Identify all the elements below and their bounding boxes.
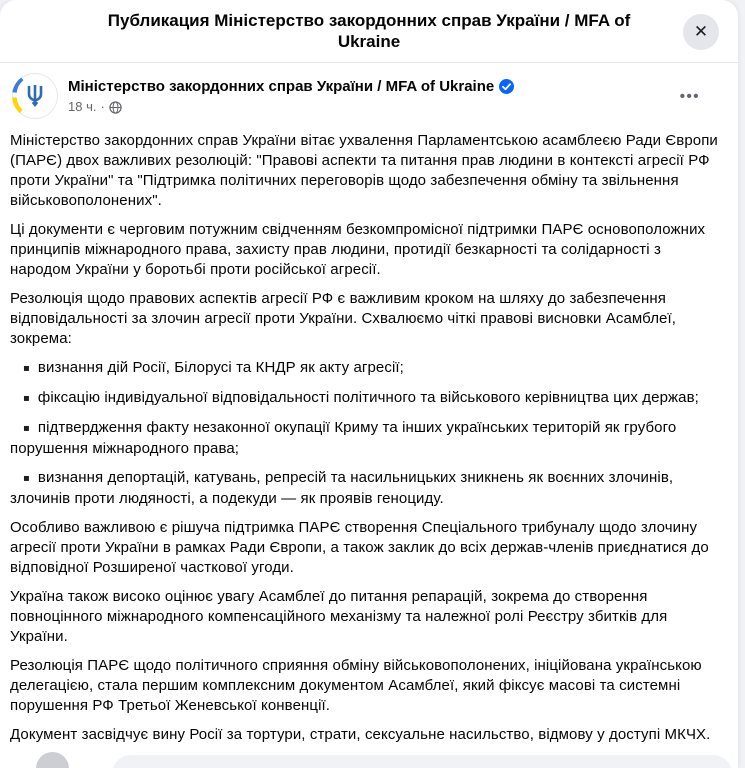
verified-badge-icon [499,79,514,94]
bullet-text: фіксацію індивідуальної відповідальності політичного та військового керівництва цих держав; [37,389,699,406]
dialog-header [0,0,738,63]
page-avatar[interactable] [12,73,58,119]
post-paragraph: Україна також високо оцінює увагу Асамблеї до питання репарацій, зокрема до створення повноцінного міжнародного компенсаційного механізму та належної ролі Реєстру збитків для України. [10,588,668,645]
bullet-text: визнання депортацій, катувань, репресій та насильницьких зникнень як воєнних злочинів, злочинів проти людяності, а подекуди — як проявів геноциду. [10,469,674,507]
globe-privacy-icon [109,101,122,114]
bullet-square-icon: ▪ [23,363,30,374]
commenter-avatar [36,752,69,768]
post-options-button[interactable] [672,82,708,111]
close-button[interactable] [683,14,719,50]
bullet-text: визнання дій Росії, Білорусі та КНДР як акту агресії; [37,359,404,376]
ellipsis-icon: ••• [679,87,700,105]
close-icon: ✕ [693,22,709,42]
post-header [0,63,738,127]
bullet-square-icon: ▪ [23,473,30,484]
dialog-title: Публикация Міністерство закордонних справ України / MFA of Ukraine [107,11,631,51]
post-bullet-item [10,388,724,409]
post-paragraph: Резолюція щодо правових аспектів агресії РФ є важливим кроком на шляху до забезпечення відповідальності за злочин агресії проти України. Схвалюємо чіткі правові висновки Асамблеї, зокрема: [10,290,677,347]
comment-input[interactable] [112,755,732,768]
page-name-link[interactable]: Міністерство закордонних справ України / MFA of Ukraine [68,78,495,95]
comment-composer [0,752,738,768]
post-paragraph: Ці документи є черговим потужним свідченням безкомпромісної підтримки ПАРЄ основоположних принципів міжнародного права, захисту прав людини, протидії безкарності та солідарності з народом України у боротьбі проти російської агресії. [10,221,706,278]
post-header-text [68,77,672,115]
bullet-square-icon: ▪ [23,423,30,434]
post-timestamp[interactable]: 18 ч. [68,99,97,114]
post-bullet-item [10,358,724,379]
post-paragraph: Особливо важливою є рішуча підтримка ПАРЄ створення Спеціального трибуналу щодо злочину агресії проти України в рамках Ради Європи, а також заклик до всіх держав-членів приєднатися до відповідної Розширеної часткової угоди. [10,519,709,576]
meta-dot-separator: · [100,99,105,114]
post-paragraph: Міністерство закордонних справ України вітає ухвалення Парламентською асамблеєю Ради Європи (ПАРЄ) двох важливих резолюцій: "Правові аспекти та питання прав людини в контексті агресії РФ проти України" та "Підтримка політичних переговорів щодо забезпечення обміну та звільнення військовополонених". [10,132,718,209]
post-bullet-item [10,418,724,459]
post-paragraph: Документ засвідчує вину Росії за тортури, страти, сексуальне насильство, відмову у доступі МКЧХ. [10,726,711,743]
bullet-text: підтвердження факту незаконної окупації Криму та інших українських територій як грубого порушення міжнародного права; [10,419,677,457]
post-body [0,127,738,745]
bullet-square-icon: ▪ [23,393,30,404]
post-paragraph: Резолюція ПАРЄ щодо політичного сприяння обміну військовополонених, ініційована українською делегацією, стала першим комплексним документом Асамблеї, який фіксує масові та системні порушення РФ Третьої Женевської конвенції. [10,657,702,714]
post-bullet-item [10,468,724,509]
